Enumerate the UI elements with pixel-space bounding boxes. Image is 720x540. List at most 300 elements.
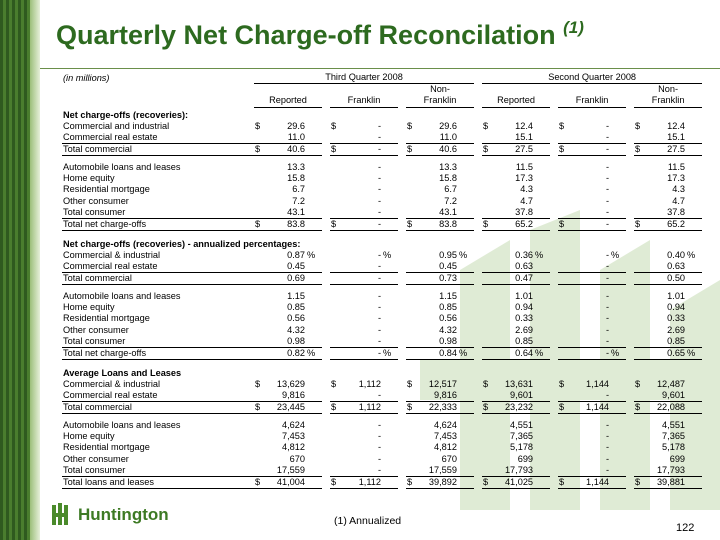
cell-value: 40.6: [266, 144, 306, 156]
cell-value: -: [377, 120, 381, 131]
currency-blank: [558, 431, 570, 442]
currency-symbol: $: [254, 402, 266, 414]
percent-blank: [686, 184, 702, 195]
percent-blank: [382, 173, 398, 184]
percent-blank: [306, 207, 322, 219]
currency-blank: [482, 390, 494, 402]
currency-blank: [330, 390, 342, 402]
table-row-p-ci: [62, 250, 702, 261]
currency-blank: [558, 325, 570, 336]
row-label: Commercial real estate: [63, 261, 158, 272]
gap-cell: [322, 390, 330, 402]
table-row-a-ci: [62, 379, 702, 390]
currency-blank: [406, 273, 418, 285]
currency-blank: [634, 162, 646, 173]
percent-blank: [458, 402, 474, 414]
percent-blank: [306, 273, 322, 285]
gap-cell: [550, 390, 558, 402]
cell-value: 39,892: [418, 477, 458, 489]
currency-blank: [634, 184, 646, 195]
gap-cell: [626, 336, 634, 348]
currency-blank: [482, 184, 494, 195]
percent-blank: [306, 465, 322, 477]
q3-reported-header: Reported: [254, 95, 322, 107]
cell-value: 27.5: [646, 144, 686, 156]
currency-blank: [254, 291, 266, 302]
percent-blank: [306, 144, 322, 156]
gap-cell: [398, 302, 406, 313]
percent-blank: [610, 431, 626, 442]
gap-cell: [474, 250, 482, 261]
row-label: Total loans and leases: [62, 477, 254, 489]
cell-value: -: [605, 161, 610, 172]
currency-blank: [330, 336, 342, 348]
currency-blank: [254, 196, 266, 207]
cell-value: 13,629: [276, 378, 305, 389]
percent-blank: [686, 121, 702, 132]
cell-value: 0.84: [418, 347, 458, 359]
reconciliation-table: [62, 72, 702, 489]
currency-symbol: $: [559, 378, 565, 389]
percent-blank: [534, 144, 550, 156]
cell-value: 699: [517, 453, 534, 464]
percent-blank: [610, 173, 626, 184]
percent-blank: [534, 402, 550, 414]
percent-blank: [382, 207, 398, 219]
percent-blank: [610, 465, 626, 477]
percent-blank: [610, 302, 626, 313]
currency-blank: [558, 261, 570, 273]
cell-value: 1,112: [342, 402, 382, 414]
percent-blank: [686, 173, 702, 184]
currency-blank: [558, 196, 570, 207]
gap-cell: [398, 390, 406, 402]
gap-cell: [322, 402, 330, 414]
q3-nonfranklin-header-1: Non-: [430, 84, 450, 95]
currency-blank: [330, 302, 342, 313]
gap-cell: [550, 196, 558, 207]
section-title: Average Loans and Leases: [63, 367, 182, 378]
gap-cell: [398, 261, 406, 273]
currency-blank: [254, 347, 266, 359]
gap-cell: [626, 313, 634, 324]
currency-blank: [254, 442, 266, 453]
row-label: Home equity: [63, 173, 115, 184]
cell-value: 0.82: [266, 347, 306, 359]
cell-value: 12.4: [667, 120, 686, 131]
cell-value: -: [377, 161, 381, 172]
table-row-he: [62, 173, 702, 184]
row-label: Home equity: [63, 302, 115, 313]
currency-blank: [634, 454, 646, 465]
cell-value: 0.98: [287, 335, 305, 346]
cell-value: 0.64: [494, 347, 534, 359]
percent-blank: [382, 477, 398, 489]
percent-blank: [382, 261, 398, 273]
currency-blank: [406, 390, 418, 402]
cell-value: 4,812: [434, 442, 457, 453]
table-row-p-he: [62, 302, 702, 313]
currency-symbol: $: [255, 378, 261, 389]
currency-blank: [482, 442, 494, 453]
row-label: Commercial & industrial: [63, 378, 161, 389]
cell-value: 1,112: [358, 378, 381, 389]
gap-cell: [626, 250, 634, 261]
table-header-columns: [62, 95, 702, 107]
cell-value: -: [605, 431, 610, 442]
currency-blank: [330, 291, 342, 302]
currency-blank: [254, 465, 266, 477]
cell-value: -: [605, 184, 610, 195]
percent-blank: [458, 184, 474, 195]
gap-cell: [550, 477, 558, 489]
percent-blank: [458, 144, 474, 156]
table-row-a-tll: [62, 477, 702, 489]
currency-blank: [558, 162, 570, 173]
currency-blank: [634, 390, 646, 402]
percent-blank: [382, 336, 398, 348]
left-decor-gradient: [30, 0, 40, 540]
percent-blank: [686, 162, 702, 173]
percent-blank: [458, 465, 474, 477]
cell-value: 7,365: [662, 431, 686, 442]
currency-blank: [254, 173, 266, 184]
cell-value: -: [377, 324, 381, 335]
currency-blank: [254, 273, 266, 285]
cell-value: -: [605, 313, 610, 324]
row-label: Total consumer: [63, 206, 126, 217]
currency-symbol: $: [330, 218, 342, 230]
currency-blank: [482, 132, 494, 144]
percent-blank: [534, 325, 550, 336]
percent-symbol: %: [306, 347, 322, 359]
percent-blank: [534, 184, 550, 195]
currency-symbol: $: [407, 120, 413, 131]
currency-symbol: $: [331, 120, 337, 131]
percent-blank: [306, 196, 322, 207]
table-row-a-tcon: [62, 465, 702, 477]
table-row-a-he: [62, 431, 702, 442]
gap-cell: [322, 184, 330, 195]
gap-cell: [398, 121, 406, 132]
q3-franklin-header: Franklin: [330, 95, 398, 107]
cell-value: 0.94: [515, 302, 534, 313]
cell-value: -: [377, 464, 381, 475]
percent-symbol: %: [382, 347, 398, 359]
cell-value: 12,487: [656, 378, 686, 389]
row-label: Home equity: [63, 431, 115, 442]
percent-blank: [306, 454, 322, 465]
table-row-tnco: [62, 218, 702, 230]
currency-blank: [406, 420, 418, 431]
currency-blank: [482, 347, 494, 359]
currency-blank: [558, 390, 570, 402]
percent-blank: [686, 261, 702, 273]
currency-symbol: $: [482, 402, 494, 414]
currency-blank: [406, 132, 418, 144]
currency-blank: [254, 261, 266, 273]
currency-blank: [406, 454, 418, 465]
row-label: Total commercial: [62, 273, 254, 285]
currency-blank: [558, 454, 570, 465]
gap-cell: [550, 121, 558, 132]
currency-blank: [558, 273, 570, 285]
currency-blank: [558, 420, 570, 431]
currency-blank: [406, 291, 418, 302]
page-number: 122: [676, 522, 695, 534]
currency-blank: [558, 207, 570, 219]
percent-blank: [382, 132, 398, 144]
gap-cell: [550, 402, 558, 414]
currency-blank: [634, 196, 646, 207]
cell-value: 7.2: [292, 195, 305, 206]
gap-cell: [322, 442, 330, 453]
cell-value: -: [605, 120, 610, 131]
currency-symbol: $: [406, 218, 418, 230]
cell-value: 43.1: [287, 206, 305, 217]
row-label: Other consumer: [63, 195, 129, 206]
gap-cell: [398, 196, 406, 207]
table-row-a-auto: [62, 420, 702, 431]
percent-blank: [610, 390, 626, 402]
percent-blank: [458, 379, 474, 390]
title-footnote-mark: (1): [563, 18, 584, 37]
currency-symbol: $: [483, 378, 489, 389]
cell-value: 12,517: [428, 378, 457, 389]
percent-blank: [610, 454, 626, 465]
currency-symbol: $: [482, 218, 494, 230]
currency-blank: [558, 132, 570, 144]
gap-cell: [626, 465, 634, 477]
percent-blank: [534, 207, 550, 219]
gap-cell: [322, 261, 330, 273]
cell-value: 6.7: [292, 184, 305, 195]
percent-blank: [610, 261, 626, 273]
cell-value: 65.2: [646, 218, 686, 230]
cell-value: -: [377, 173, 381, 184]
percent-blank: [610, 402, 626, 414]
gap-cell: [398, 336, 406, 348]
gap-cell: [322, 347, 330, 359]
cell-value: -: [605, 419, 610, 430]
percent-blank: [306, 132, 322, 144]
gap-cell: [398, 325, 406, 336]
gap-cell: [550, 465, 558, 477]
percent-blank: [382, 144, 398, 156]
cell-value: 4,812: [282, 442, 305, 453]
percent-blank: [458, 431, 474, 442]
cell-value: 0.85: [287, 302, 305, 313]
gap-cell: [322, 144, 330, 156]
cell-value: -: [377, 390, 381, 401]
cell-value: -: [605, 390, 610, 401]
currency-blank: [634, 420, 646, 431]
currency-blank: [406, 465, 418, 477]
gap-cell: [474, 291, 482, 302]
currency-blank: [330, 196, 342, 207]
percent-blank: [458, 291, 474, 302]
percent-blank: [610, 477, 626, 489]
row-label: Total consumer: [63, 464, 126, 475]
currency-blank: [330, 273, 342, 285]
cell-value: -: [377, 453, 381, 464]
currency-symbol: $: [634, 218, 646, 230]
table-row-p-rm: [62, 313, 702, 324]
cell-value: -: [377, 132, 381, 143]
gap-cell: [550, 132, 558, 144]
cell-value: 0.56: [287, 313, 305, 324]
percent-blank: [610, 336, 626, 348]
q2-nonfranklin-header-1: Non-: [658, 84, 679, 95]
cell-value: 699: [669, 453, 686, 464]
percent-blank: [534, 302, 550, 313]
currency-symbol: $: [406, 144, 418, 156]
cell-value: 0.94: [667, 302, 686, 313]
cell-value: -: [605, 173, 610, 184]
cell-value: -: [570, 218, 610, 230]
cell-value: 1,144: [570, 477, 610, 489]
currency-blank: [330, 207, 342, 219]
gap-cell: [550, 207, 558, 219]
cell-value: -: [342, 273, 382, 285]
percent-blank: [306, 184, 322, 195]
cell-value: -: [605, 324, 610, 335]
gap-cell: [322, 336, 330, 348]
cell-value: 0.87: [287, 249, 305, 260]
percent-blank: [458, 313, 474, 324]
percent-blank: [534, 218, 550, 230]
percent-blank: [458, 121, 474, 132]
row-label: Automobile loans and leases: [63, 161, 181, 172]
gap-cell: [626, 207, 634, 219]
currency-blank: [634, 313, 646, 324]
gap-cell: [398, 273, 406, 285]
currency-symbol: $: [406, 477, 418, 489]
row-label: Commercial and industrial: [63, 120, 170, 131]
currency-blank: [482, 313, 494, 324]
percent-blank: [306, 336, 322, 348]
percent-blank: [458, 336, 474, 348]
cell-value: 0.85: [439, 302, 457, 313]
gap-cell: [474, 390, 482, 402]
cell-value: 43.1: [439, 206, 457, 217]
gap-cell: [626, 442, 634, 453]
cell-value: 7,365: [510, 431, 534, 442]
cell-value: 9,601: [510, 390, 534, 401]
row-label: Total commercial: [62, 402, 254, 414]
gap-cell: [550, 162, 558, 173]
percent-blank: [458, 420, 474, 431]
gap-cell: [322, 379, 330, 390]
cell-value: 0.63: [515, 261, 534, 272]
currency-blank: [482, 261, 494, 273]
title-rule: [40, 68, 720, 69]
gap-cell: [474, 144, 482, 156]
row-label: Residential mortgage: [63, 184, 150, 195]
currency-blank: [482, 465, 494, 477]
cell-value: 0.47: [494, 273, 534, 285]
gap-cell: [474, 477, 482, 489]
cell-value: 0.56: [439, 313, 457, 324]
section-header-avg: [62, 366, 702, 379]
cell-value: 1.15: [439, 290, 457, 301]
percent-blank: [306, 431, 322, 442]
currency-blank: [482, 273, 494, 285]
cell-value: 1,144: [586, 378, 610, 389]
gap-cell: [626, 325, 634, 336]
gap-cell: [322, 291, 330, 302]
cell-value: -: [570, 273, 610, 285]
cell-value: 4.32: [287, 324, 305, 335]
cell-value: 39,881: [646, 477, 686, 489]
table-row-rm: [62, 184, 702, 195]
table-row-a-rm: [62, 442, 702, 453]
cell-value: -: [605, 335, 610, 346]
cell-value: 7,453: [434, 431, 457, 442]
currency-symbol: $: [254, 144, 266, 156]
currency-symbol: $: [407, 378, 413, 389]
currency-blank: [634, 325, 646, 336]
percent-blank: [686, 477, 702, 489]
percent-blank: [534, 261, 550, 273]
percent-blank: [686, 325, 702, 336]
cell-value: 0.45: [439, 261, 457, 272]
percent-blank: [686, 144, 702, 156]
percent-blank: [534, 336, 550, 348]
cell-value: -: [605, 249, 610, 260]
cell-value: 670: [289, 453, 305, 464]
percent-symbol: %: [458, 347, 474, 359]
currency-blank: [634, 261, 646, 273]
percent-blank: [534, 477, 550, 489]
currency-blank: [634, 442, 646, 453]
cell-value: -: [377, 206, 381, 217]
percent-blank: [382, 431, 398, 442]
cell-value: 4,551: [662, 419, 686, 430]
gap-cell: [322, 121, 330, 132]
gap-cell: [626, 273, 634, 285]
cell-value: 1,144: [570, 402, 610, 414]
cell-value: -: [605, 453, 610, 464]
gap-cell: [550, 325, 558, 336]
cell-value: -: [605, 290, 610, 301]
gap-cell: [322, 196, 330, 207]
currency-blank: [406, 173, 418, 184]
row-label: Total commercial: [62, 144, 254, 156]
currency-blank: [254, 431, 266, 442]
currency-blank: [482, 162, 494, 173]
gap-cell: [398, 454, 406, 465]
percent-blank: [686, 313, 702, 324]
gap-cell: [322, 454, 330, 465]
section-title: Net charge-offs (recoveries):: [63, 109, 189, 120]
gap-cell: [474, 184, 482, 195]
currency-blank: [254, 325, 266, 336]
currency-blank: [482, 173, 494, 184]
cell-value: 37.8: [515, 206, 534, 217]
cell-value: 15.1: [667, 132, 686, 143]
cell-value: -: [342, 218, 382, 230]
row-label: Other consumer: [63, 453, 129, 464]
cell-value: 4.7: [520, 195, 534, 206]
table-row-ci: [62, 121, 702, 132]
gap-cell: [550, 347, 558, 359]
currency-blank: [406, 302, 418, 313]
cell-value: 17.3: [667, 173, 686, 184]
gap-cell: [398, 144, 406, 156]
gap-cell: [398, 465, 406, 477]
currency-blank: [406, 250, 418, 261]
